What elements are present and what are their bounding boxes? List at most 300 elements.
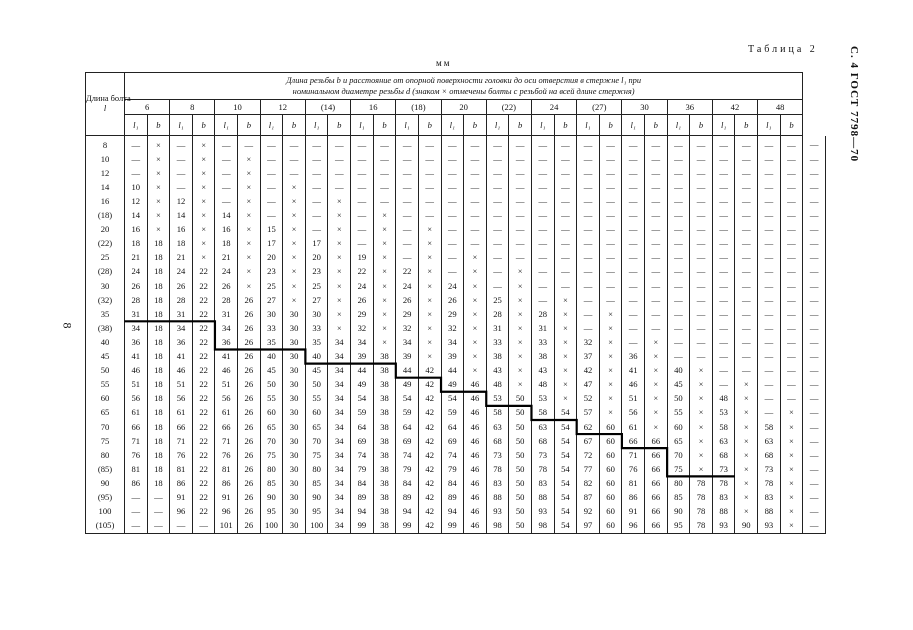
table-cell: 55 [260, 392, 283, 406]
table-cell: 79 [396, 462, 419, 476]
table-cell: 18 [147, 420, 170, 434]
table-cell: × [192, 152, 215, 166]
table-cell: 77 [577, 462, 600, 476]
table-cell: 85 [260, 476, 283, 490]
table-cell: — [531, 180, 554, 194]
table-cell: — [396, 194, 419, 208]
table-cell: 51 [170, 378, 193, 392]
table-cell: — [351, 136, 374, 153]
table-cell: × [509, 364, 532, 378]
diameter-header: (14) [305, 100, 350, 115]
table-cell: 30 [283, 434, 306, 448]
table-cell: 66 [645, 519, 668, 534]
table-cell: — [599, 237, 622, 251]
table-cell: × [418, 223, 441, 237]
table-cell: — [803, 434, 826, 448]
table-cell: × [192, 180, 215, 194]
document-side-header: С. 4 ГОСТ 7798—70 [848, 46, 860, 163]
table-cell: × [418, 237, 441, 251]
table-cell: × [192, 194, 215, 208]
table-cell: — [554, 251, 577, 265]
table-cell: 50 [509, 392, 532, 406]
table-cell: — [305, 223, 328, 237]
table-cell: 60 [599, 448, 622, 462]
table-cell: × [735, 505, 758, 519]
table-cell: 54 [554, 420, 577, 434]
table-cell: × [418, 307, 441, 321]
table-cell: 81 [622, 476, 645, 490]
table-cell: 46 [464, 378, 487, 392]
table-cell: — [170, 136, 193, 153]
bolt-length-cell: 100 [86, 505, 125, 519]
table-cell: × [690, 406, 713, 420]
table-cell: — [464, 209, 487, 223]
table-cell: — [645, 152, 668, 166]
table-cell: 35 [260, 335, 283, 349]
l1-subheader: l₁ [125, 115, 148, 136]
table-cell: — [758, 364, 781, 378]
table-cell: × [238, 180, 261, 194]
table-cell: 26 [238, 490, 261, 504]
table-cell: 22 [192, 434, 215, 448]
table-cell: — [667, 136, 690, 153]
table-cell: 38 [373, 392, 396, 406]
table-cell: 46 [464, 519, 487, 534]
table-cell: — [599, 180, 622, 194]
table-cell: 90 [735, 519, 758, 534]
table-cell: 34 [328, 519, 351, 534]
table-cell: — [803, 251, 826, 265]
table-cell: — [486, 136, 509, 153]
table-cell: 14 [170, 209, 193, 223]
table-cell: 18 [147, 307, 170, 321]
table-cell: — [667, 350, 690, 364]
table-cell: 56 [170, 392, 193, 406]
table-cell: 30 [283, 406, 306, 420]
table-cell: 66 [645, 434, 668, 448]
table-cell: — [803, 505, 826, 519]
table-cell: 78 [486, 462, 509, 476]
table-cell: — [441, 251, 464, 265]
table-cell: × [192, 251, 215, 265]
table-cell: 101 [215, 519, 238, 534]
table-cell: 33 [305, 321, 328, 335]
table-cell: — [690, 335, 713, 349]
table-cell: — [712, 335, 735, 349]
table-cell: 58 [712, 420, 735, 434]
table-cell: × [780, 448, 803, 462]
table-cell: — [735, 237, 758, 251]
b-subheader: b [238, 115, 261, 136]
table-cell: — [531, 237, 554, 251]
table-cell: — [803, 335, 826, 349]
table-cell: 51 [125, 378, 148, 392]
diameter-header: 12 [260, 100, 305, 115]
table-cell: 37 [577, 350, 600, 364]
b-subheader: b [645, 115, 668, 136]
table-cell: 24 [125, 265, 148, 279]
table-cell: × [328, 251, 351, 265]
table-cell: 14 [125, 209, 148, 223]
table-cell: — [441, 265, 464, 279]
table-cell: × [735, 490, 758, 504]
table-cell: — [531, 223, 554, 237]
table-cell: 60 [599, 462, 622, 476]
table-cell: 26 [238, 406, 261, 420]
table-cell: — [735, 265, 758, 279]
b-subheader: b [690, 115, 713, 136]
table-cell: — [260, 180, 283, 194]
table-cell: × [599, 335, 622, 349]
table-cell: 30 [283, 490, 306, 504]
table-cell: × [328, 279, 351, 293]
table-cell: 69 [441, 434, 464, 448]
table-cell: 10 [125, 180, 148, 194]
table-cell: 18 [147, 364, 170, 378]
table-cell: 42 [418, 392, 441, 406]
table-cell: — [622, 223, 645, 237]
table-cell: — [554, 279, 577, 293]
table-cell: 38 [373, 519, 396, 534]
boundary-path [125, 321, 735, 476]
table-cell: × [735, 420, 758, 434]
table-cell: × [418, 265, 441, 279]
table-cell: 18 [147, 378, 170, 392]
table-cell: — [667, 335, 690, 349]
table-cell: 30 [283, 321, 306, 335]
table-cell: — [260, 209, 283, 223]
diameter-header: (22) [486, 100, 531, 115]
table-cell: 91 [170, 490, 193, 504]
table-cell: — [780, 307, 803, 321]
table-cell: 32 [441, 321, 464, 335]
table-cell: 28 [531, 307, 554, 321]
table-cell: 15 [260, 223, 283, 237]
table-cell: — [396, 209, 419, 223]
table-cell: — [554, 180, 577, 194]
table-cell: 26 [238, 462, 261, 476]
diameter-header: 6 [125, 100, 170, 115]
table-cell: 60 [599, 434, 622, 448]
table-cell: 86 [170, 476, 193, 490]
bolt-length-cell: 20 [86, 223, 125, 237]
table-cell: 88 [486, 490, 509, 504]
table-cell: 12 [170, 194, 193, 208]
table-cell: 65 [305, 420, 328, 434]
table-cell: 34 [328, 350, 351, 364]
table-cell: 22 [192, 505, 215, 519]
b-subheader: b [599, 115, 622, 136]
l1-subheader: l₁ [441, 115, 464, 136]
table-cell: — [803, 152, 826, 166]
table-cell: — [780, 194, 803, 208]
table-cell: 18 [147, 406, 170, 420]
table-cell: — [441, 166, 464, 180]
table-cell: 54 [554, 448, 577, 462]
table-cell: 76 [170, 448, 193, 462]
table-cell: — [351, 180, 374, 194]
table-cell: 26 [125, 279, 148, 293]
table-cell: — [667, 194, 690, 208]
table-cell: — [147, 519, 170, 534]
table-cell: 53 [531, 392, 554, 406]
table-cell: 61 [125, 406, 148, 420]
bolt-length-cell: 40 [86, 335, 125, 349]
table-cell: 64 [396, 420, 419, 434]
table-cell: × [238, 251, 261, 265]
table-cell: — [418, 180, 441, 194]
table-cell: 40 [260, 350, 283, 364]
table-cell: 26 [238, 350, 261, 364]
table-cell: — [577, 307, 600, 321]
table-cell: 50 [509, 519, 532, 534]
table-cell: 34 [170, 321, 193, 335]
table-cell: 43 [531, 364, 554, 378]
l1-subheader: l₁ [486, 115, 509, 136]
table-cell: × [509, 265, 532, 279]
table-cell: — [667, 321, 690, 335]
table-cell: × [554, 364, 577, 378]
table-cell: × [192, 237, 215, 251]
table-cell: — [328, 136, 351, 153]
l1-subheader: l₁ [531, 115, 554, 136]
table-cell: 34 [328, 462, 351, 476]
table-cell: 30 [283, 335, 306, 349]
table-cell: 60 [599, 505, 622, 519]
table-cell: 22 [192, 279, 215, 293]
bolt-length-cell: 80 [86, 448, 125, 462]
table-cell: 34 [328, 364, 351, 378]
table-cell: 54 [396, 392, 419, 406]
table-cell: 24 [396, 279, 419, 293]
table-cell: — [418, 152, 441, 166]
table-cell: 95 [667, 519, 690, 534]
table-cell: 78 [531, 462, 554, 476]
table-cell: 22 [192, 462, 215, 476]
table-cell: × [554, 392, 577, 406]
table-cell: — [486, 194, 509, 208]
table-cell: 73 [531, 448, 554, 462]
table-cell: — [125, 519, 148, 534]
page-number: 8 [60, 322, 75, 329]
table-cell: 66 [170, 420, 193, 434]
table-cell: — [690, 293, 713, 307]
table-cell: — [712, 321, 735, 335]
table-cell: 46 [464, 420, 487, 434]
table-cell: 78 [690, 505, 713, 519]
table-cell: × [283, 237, 306, 251]
table-cell: — [758, 223, 781, 237]
table-cell: × [690, 448, 713, 462]
table-cell: 46 [125, 364, 148, 378]
table-cell: 30 [283, 448, 306, 462]
l1-subheader: l₁ [305, 115, 328, 136]
table-cell: × [690, 364, 713, 378]
table-cell: 42 [418, 406, 441, 420]
table-cell: 34 [396, 335, 419, 349]
table-cell: — [215, 194, 238, 208]
table-cell: — [215, 136, 238, 153]
table-cell: 16 [215, 223, 238, 237]
unit-label: мм [436, 58, 452, 68]
table-cell: 22 [192, 321, 215, 335]
table-cell: — [667, 152, 690, 166]
table-cell: 66 [645, 505, 668, 519]
table-cell: — [667, 166, 690, 180]
table-cell: 98 [531, 519, 554, 534]
table-cell: 93 [531, 505, 554, 519]
table-cell: × [599, 321, 622, 335]
table-cell: × [192, 209, 215, 223]
table-cell: — [735, 293, 758, 307]
table-cell: 34 [328, 420, 351, 434]
table-cell: 26 [238, 420, 261, 434]
table-cell: 26 [238, 448, 261, 462]
table-cell: 48 [712, 392, 735, 406]
table-cell: 78 [690, 476, 713, 490]
table-cell: 18 [147, 279, 170, 293]
table-cell: — [690, 152, 713, 166]
table-cell: — [599, 136, 622, 153]
table-cell: 34 [328, 392, 351, 406]
table-cell: — [667, 265, 690, 279]
table-cell: — [645, 265, 668, 279]
table-cell: 18 [147, 251, 170, 265]
table-cell: — [803, 420, 826, 434]
table-cell: 31 [215, 307, 238, 321]
table-cell: — [690, 223, 713, 237]
table-cell: — [464, 237, 487, 251]
table-cell: 54 [554, 476, 577, 490]
table-cell: — [758, 136, 781, 153]
table-cell: — [758, 392, 781, 406]
table-cell: 69 [396, 434, 419, 448]
table-cell: × [283, 265, 306, 279]
diameter-header: 20 [441, 100, 486, 115]
table-cell: 83 [712, 490, 735, 504]
table-cell: 42 [418, 476, 441, 490]
table-cell: — [486, 180, 509, 194]
table-cell: 30 [283, 476, 306, 490]
table-cell: — [351, 166, 374, 180]
table-cell: 18 [170, 237, 193, 251]
l1-subheader: l₁ [622, 115, 645, 136]
b-subheader: b [464, 115, 487, 136]
table-cell: × [147, 166, 170, 180]
table-cell: — [577, 251, 600, 265]
table-cell: 75 [305, 448, 328, 462]
table-cell: 26 [396, 293, 419, 307]
table-cell: × [645, 335, 668, 349]
table-cell: 20 [305, 251, 328, 265]
table-cell: 18 [147, 237, 170, 251]
diameter-header: 30 [622, 100, 667, 115]
b-subheader: b [418, 115, 441, 136]
table-cell: 30 [260, 307, 283, 321]
table-cell: 26 [238, 364, 261, 378]
table-cell: × [147, 180, 170, 194]
table-cell: 38 [373, 448, 396, 462]
bolt-length-cell: (18) [86, 209, 125, 223]
table-cell: 42 [418, 462, 441, 476]
bolt-length-cell: 16 [86, 194, 125, 208]
table-cell: — [803, 180, 826, 194]
table-cell: 73 [486, 448, 509, 462]
table-cell: — [667, 251, 690, 265]
table-cell: 29 [441, 307, 464, 321]
table-cell: 55 [667, 406, 690, 420]
table-cell: 30 [283, 519, 306, 534]
table-cell: 34 [351, 335, 374, 349]
table-cell: — [712, 307, 735, 321]
table-cell: 22 [192, 392, 215, 406]
table-cell: × [373, 293, 396, 307]
table-cell: 32 [351, 321, 374, 335]
table-cell: — [690, 307, 713, 321]
table-cell: 47 [577, 378, 600, 392]
table-cell: — [509, 152, 532, 166]
table-cell: — [622, 194, 645, 208]
table-cell: 100 [260, 519, 283, 534]
table-cell: — [780, 136, 803, 153]
table-cell: — [418, 194, 441, 208]
table-cell: — [599, 209, 622, 223]
table-cell: × [418, 350, 441, 364]
table-cell: 42 [418, 364, 441, 378]
table-cell: 32 [396, 321, 419, 335]
b-subheader: b [192, 115, 215, 136]
b-subheader: b [147, 115, 170, 136]
table-cell: 34 [328, 406, 351, 420]
table-cell: — [622, 136, 645, 153]
table-cell: — [803, 237, 826, 251]
table-cell: 87 [577, 490, 600, 504]
table-cell: 34 [441, 335, 464, 349]
table-cell: 63 [531, 420, 554, 434]
table-cell: 76 [215, 448, 238, 462]
table-cell: × [464, 321, 487, 335]
table-cell: 22 [192, 364, 215, 378]
table-cell: × [554, 350, 577, 364]
table-cell: 99 [351, 519, 374, 534]
table-cell: × [509, 279, 532, 293]
b-subheader: b [328, 115, 351, 136]
table-cell: — [283, 166, 306, 180]
table-cell: × [464, 293, 487, 307]
table-cell: — [622, 152, 645, 166]
table-cell: — [803, 448, 826, 462]
table-cell: 50 [509, 462, 532, 476]
table-cell: 38 [373, 420, 396, 434]
table-cell: 61 [622, 420, 645, 434]
table-cell: 36 [125, 335, 148, 349]
table-cell: — [758, 194, 781, 208]
table-cell: 31 [531, 321, 554, 335]
table-cell: × [599, 378, 622, 392]
table-cell: 94 [351, 505, 374, 519]
b-subheader: b [283, 115, 306, 136]
table-cell: 26 [215, 279, 238, 293]
table-cell: 18 [125, 237, 148, 251]
table-cell: 45 [305, 364, 328, 378]
l1-subheader: l₁ [351, 115, 374, 136]
bolt-length-cell: 60 [86, 392, 125, 406]
diameter-header: 16 [351, 100, 396, 115]
table-cell: — [712, 350, 735, 364]
l1-subheader: l₁ [667, 115, 690, 136]
table-cell: 49 [441, 378, 464, 392]
table-cell: — [622, 321, 645, 335]
